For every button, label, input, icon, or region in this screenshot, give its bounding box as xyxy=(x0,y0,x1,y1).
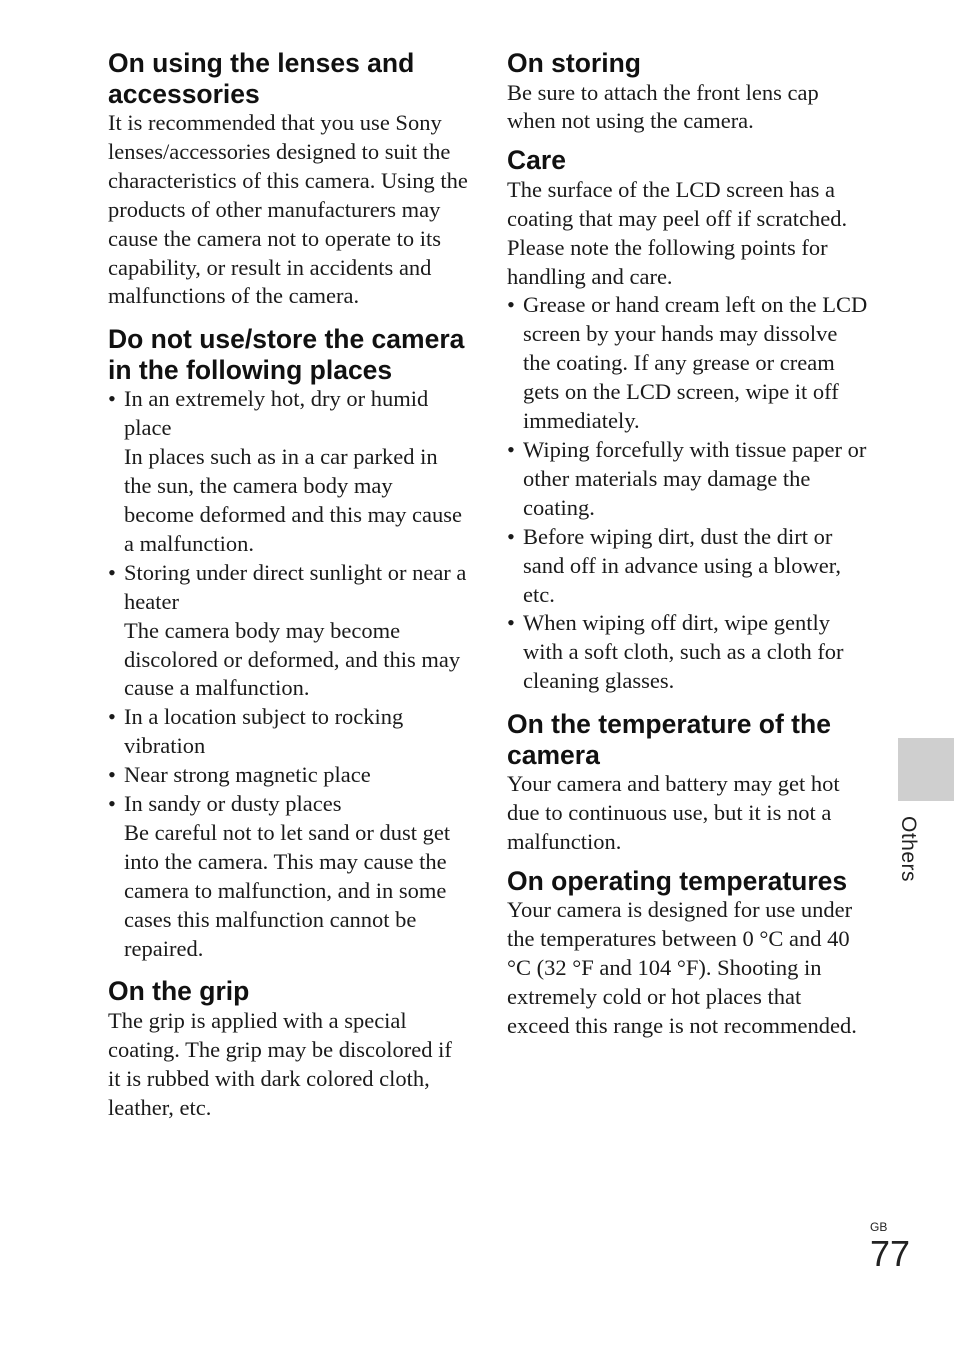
right-column xyxy=(507,48,869,1054)
list-item-text: • When wiping off dirt, wipe gently with a soft cloth, such as a cloth for cleaning glasses. xyxy=(523,610,844,694)
side-tab-text: Others xyxy=(897,816,920,883)
section-places xyxy=(108,324,468,963)
side-tab-marker xyxy=(898,738,954,801)
list-item-detail: Be careful not to let sand or dust get into the camera. This may cause the camera to malfunction, and in some cases this malfunction cannot be repaired. xyxy=(124,819,451,961)
section-operating xyxy=(507,866,869,1041)
list-item-detail: In places such as in a car parked in the sun, the camera body may become deformed and this may cause a malfunction. xyxy=(124,444,462,556)
list-item-text: • In a location subject to rocking vibration xyxy=(124,704,404,759)
list-item-text: • In an extremely hot, dry or humid place xyxy=(124,386,429,441)
list-item xyxy=(507,523,869,610)
list-item xyxy=(108,703,468,761)
section-body: Please note the following points for handling and care. xyxy=(507,234,828,289)
section-grip xyxy=(108,976,468,1122)
list-item-text: • Grease or hand cream left on the LCD screen by your hands may dissolve the coating. If any grease or cream gets on the LCD screen, wipe it off immediately. xyxy=(523,292,868,434)
side-tab-label xyxy=(880,810,940,890)
section-body: The surface of the LCD screen has a coating that may peel off if scratched. xyxy=(507,176,848,231)
section-lenses xyxy=(108,48,468,311)
list-item-text: • Near strong magnetic place xyxy=(124,762,371,788)
section-body: The grip is applied with a special coating. The grip may be discolored if it is rubbed with dark colored cloth, leather, etc. xyxy=(108,1007,452,1120)
section-heading: On using the lenses and accessories xyxy=(108,48,415,109)
list-item-text: • Before wiping dirt, dust the dirt or sand off in advance using a blower, etc. xyxy=(523,523,841,607)
list-item-detail: The camera body may become discolored or deformed, and this may cause a malfunction. xyxy=(124,617,461,701)
section-body: Your camera and battery may get hot due to continuous use, but it is not a malfunction. xyxy=(507,771,840,854)
section-body: It is recommended that you use Sony lenses/accessories designed to suit the characteristics of this camera. Using the products of other manufacturers may cause the camera not to operate to its capability, or result in accidents and malfunctions of the camera. xyxy=(108,110,468,309)
section-heading: Care xyxy=(507,145,566,176)
places-list xyxy=(108,385,468,963)
list-item xyxy=(108,385,468,558)
section-body: Be sure to attach the front lens cap when not using the camera. xyxy=(507,79,819,134)
section-care xyxy=(507,145,869,696)
page-number: 77 xyxy=(870,1233,911,1274)
list-item xyxy=(507,609,869,696)
left-column xyxy=(108,48,468,1136)
list-item xyxy=(108,790,468,963)
list-item xyxy=(507,291,869,436)
section-heading: On storing xyxy=(507,48,641,78)
list-item xyxy=(507,436,869,523)
list-item-text: • Wiping forcefully with tissue paper or other materials may damage the coating. xyxy=(523,436,867,520)
list-item xyxy=(108,761,468,790)
list-item-text: • Storing under direct sunlight or near a heater xyxy=(124,559,467,614)
care-list xyxy=(507,291,869,696)
section-body: Your camera is designed for use under the temperatures between 0 °C and 40 °C (32 °F and 104 °F). Shooting in extremely cold or hot places that exceed this range is not recommended. xyxy=(507,897,857,1038)
section-temperature xyxy=(507,709,869,857)
section-heading: On the grip xyxy=(108,976,250,1007)
section-heading: Do not use/store the camera in the following places xyxy=(108,324,465,385)
section-storing xyxy=(507,48,869,136)
section-heading: On the temperature of the camera xyxy=(507,709,831,770)
list-item-text: • In sandy or dusty places xyxy=(124,791,342,817)
region-code: GB xyxy=(870,1220,888,1234)
section-heading: On operating temperatures xyxy=(507,865,848,896)
list-item xyxy=(108,559,468,704)
